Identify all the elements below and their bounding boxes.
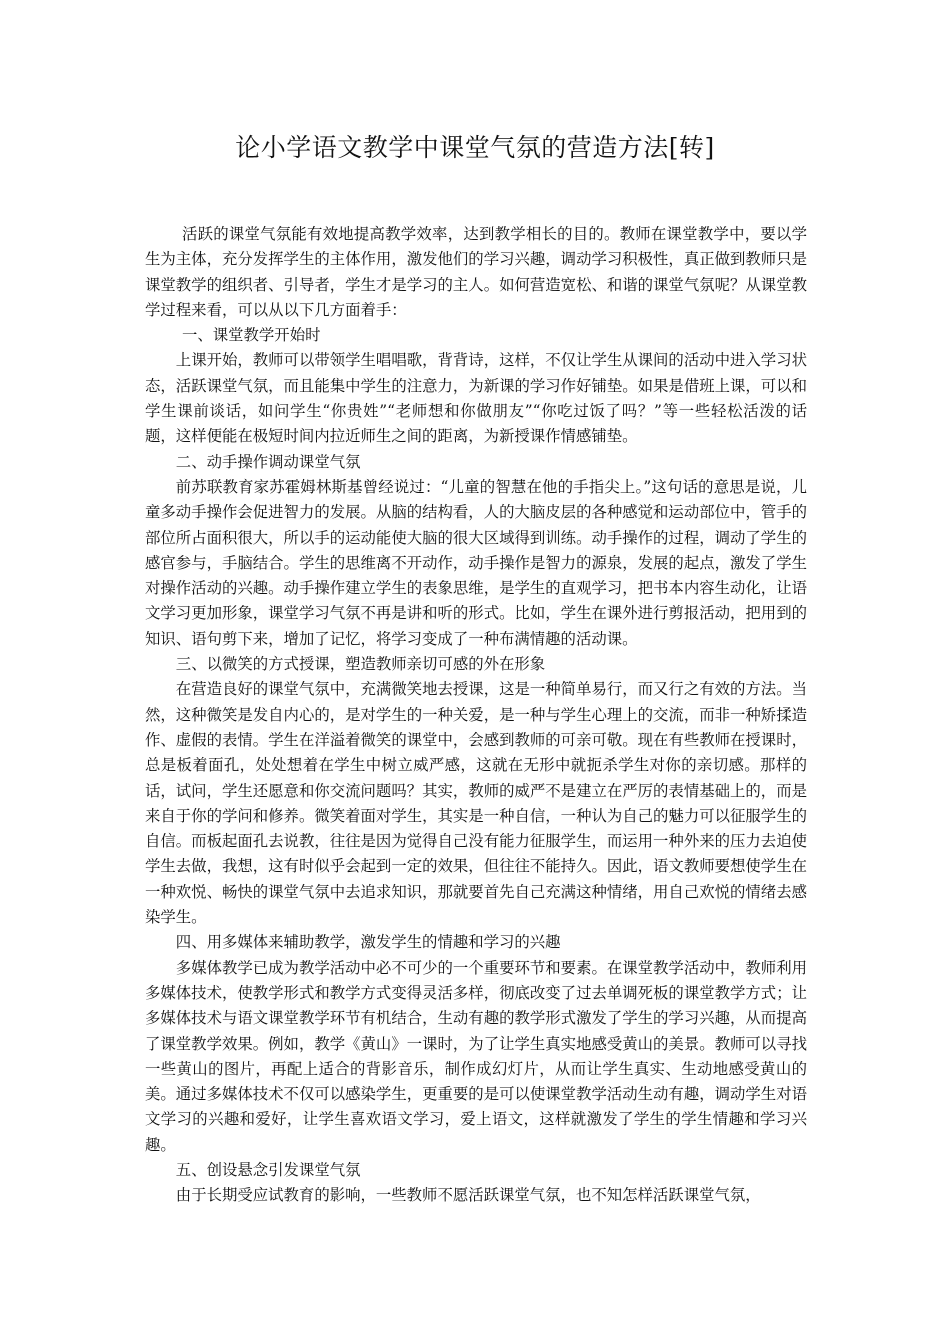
section-paragraph-5: 由于长期受应试教育的影响，一些教师不愿活跃课堂气氛，也不知怎样活跃课堂气氛，	[175, 1186, 761, 1205]
intro-paragraph: 活跃的课堂气氛能有效地提高教学效率，达到教学相长的目的。教师在课堂教学中，要以学生为主体，充分发挥学生的主体作用，激发他们的学习兴趣，调动学习积极性，真正做到教师只是课堂教学的组织者、引导者，学生才是学习的主人。如何营造宽松、和谐的课堂气氛呢？从课堂教学过程来看，可以从以下几方面着手：	[145, 225, 807, 319]
section-paragraph-1: 上课开始，教师可以带领学生唱唱歌，背背诗，这样，不仅让学生从课间的活动中进入学习状态，活跃课堂气氛，而且能集中学生的注意力，为新课的学习作好铺垫。如果是借班上课，可以和学生课前谈话，如问学生“你贵姓”“老师想和你做朋友”“你吃过饭了吗？”等一些轻松活泼的话题，这样便能在极短时间内拉近师生之间的距离，为新授课作情感铺垫。	[145, 351, 807, 446]
document-body	[145, 222, 807, 1209]
document-title: 论小学语文教学中课堂气氛的营造方法[转]	[235, 133, 715, 162]
section-paragraph-2: 前苏联教育家苏霍姆林斯基曾经说过：“儿童的智慧在他的手指尖上。”这句话的意思是说，儿童多动手操作会促进智力的发展。从脑的结构看，人的大脑皮层的各种感觉和运动部位中，管手的部位所占面积很大，所以手的运动能使大脑的很大区域得到训练。动手操作的过程，调动了学生的感官参与，手脑结合。学生的思维离不开动作，动手操作是智力的源泉，发展的起点，激发了学生对操作活动的兴趣。动手操作建立学生的表象思维，是学生的直观学习，把书本内容生动化，让语文学习更加形象，课堂学习气氛不再是讲和听的形式。比如，学生在课外进行剪报活动，把用到的知识、语句剪下来，增加了记忆，将学习变成了一种布满情趣的活动课。	[145, 477, 807, 648]
section-heading-3: 三、以微笑的方式授课，塑造教师亲切可感的外在形象	[175, 655, 546, 674]
section-paragraph-3: 在营造良好的课堂气氛中，充满微笑地去授课，这是一种简单易行，而又行之有效的方法。当然，这种微笑是发自内心的，是对学生的一种关爱，是一种与学生心理上的交流，而非一种矫揉造作、虚假的表情。学生在洋溢着微笑的课堂中，会感到教师的可亲可敬。现在有些教师在授课时，总是板着面孔，处处想着在学生中树立威严感，这就在无形中就扼杀学生对你的亲切感。那样的话，试问，学生还愿意和你交流问题吗？其实，教师的威严不是建立在严厉的表情基础上的，而是来自于你的学问和修养。微笑着面对学生，其实是一种自信，一种认为自己的魅力可以征服学生的自信。而板起面孔去说教，往往是因为觉得自己没有能力征服学生，而运用一种外来的压力去迫使学生去做，我想，这有时似乎会起到一定的效果，但往往不能持久。因此，语文教师要想使学生在一种欢悦、畅快的课堂气氛中去追求知识，那就要首先自己充满这种情绪，用自己欢悦的情绪去感染学生。	[145, 680, 807, 927]
section-heading-4: 四、用多媒体来辅助教学，激发学生的情趣和学习的兴趣	[175, 933, 561, 952]
section-paragraph-4: 多媒体教学已成为教学活动中必不可少的一个重要环节和要素。在课堂教学活动中，教师利用多媒体技术，使教学形式和教学方式变得灵活多样，彻底改变了过去单调死板的课堂教学方式；让多媒体技术与语文课堂教学环节有机结合，生动有趣的教学形式激发了学生的学习兴趣，从而提高了课堂教学效果。例如，教学《黄山》一课时，为了让学生真实地感受黄山的美景。教师可以寻找一些黄山的图片，再配上适合的背影音乐，制作成幻灯片，从而让学生真实、生动地感受黄山的美。通过多媒体技术不仅可以感染学生，更重要的是可以使课堂教学活动生动有趣，调动学生对语文学习的兴趣和爱好，让学生喜欢语文学习，爱上语文，这样就激发了学生的学生情趣和学习兴趣。	[145, 958, 807, 1154]
section-heading-2: 二、动手操作调动课堂气氛	[175, 452, 361, 471]
section-heading-1: 一、课堂教学开始时	[181, 326, 321, 345]
section-heading-5: 五、创设悬念引发课堂气氛	[175, 1160, 361, 1179]
